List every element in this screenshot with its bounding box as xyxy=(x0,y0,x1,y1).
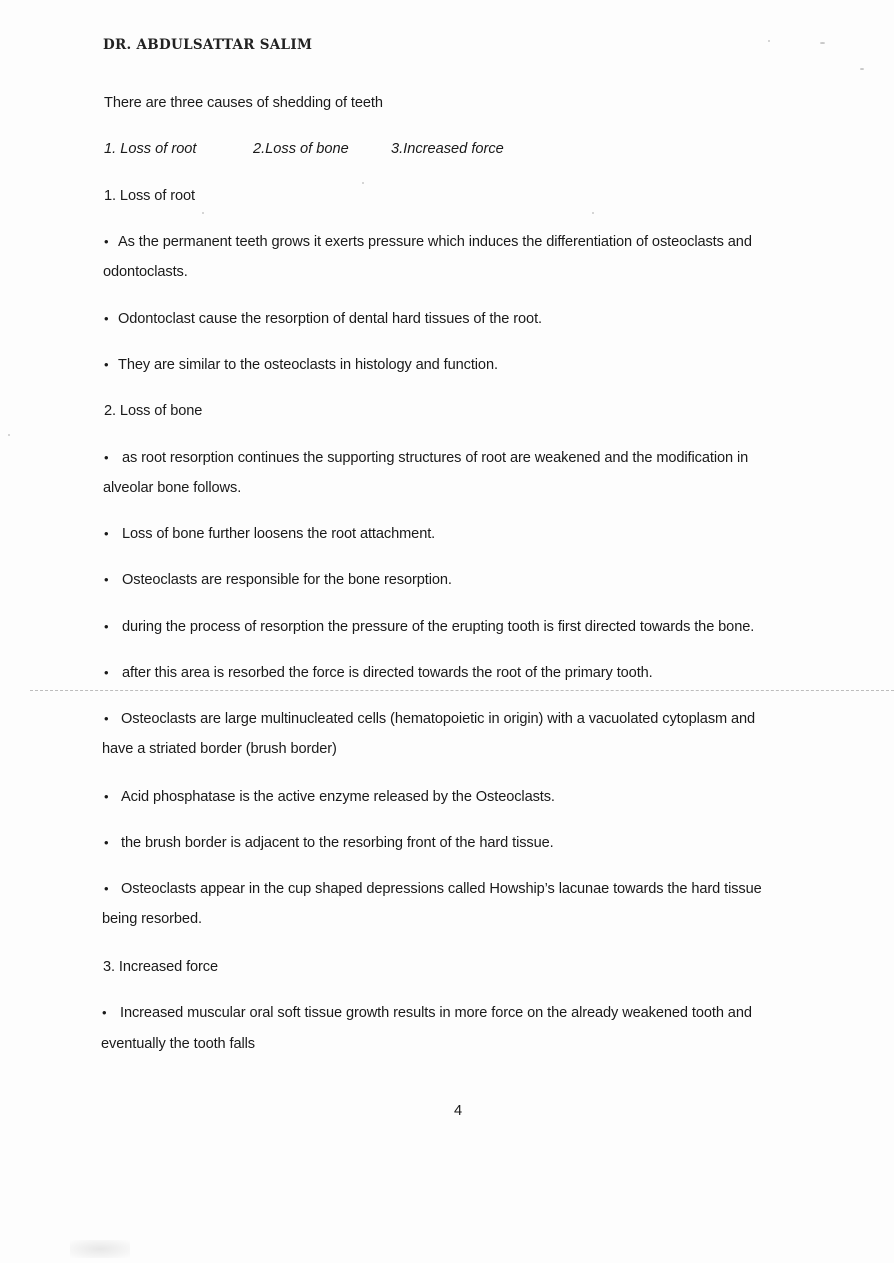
paragraph-line: as root resorption continues the supporting structures of root are weakened and the modification in xyxy=(122,450,749,466)
bullet-icon: • xyxy=(104,311,109,326)
bullet-icon: • xyxy=(104,357,109,372)
paragraph-line: alveolar bone follows. xyxy=(103,480,242,496)
bullet-icon: • xyxy=(102,1005,107,1020)
paragraph-line: being resorbed. xyxy=(102,911,202,927)
section-heading-loss-of-bone: 2. Loss of bone xyxy=(104,403,203,419)
bullet-icon: • xyxy=(104,711,109,726)
bullet-paragraph xyxy=(104,356,498,374)
scan-speck xyxy=(8,434,10,436)
paragraph-line: eventually the tooth falls xyxy=(101,1036,255,1052)
bullet-icon: • xyxy=(104,789,109,804)
scan-speck xyxy=(768,40,770,42)
bullet-paragraph xyxy=(104,571,452,589)
cause-item-increased-force: 3.Increased force xyxy=(391,141,504,157)
bullet-paragraph xyxy=(104,880,762,898)
bullet-paragraph xyxy=(104,449,748,467)
paragraph-line: Loss of bone further loosens the root attachment. xyxy=(122,526,436,542)
paragraph-line: odontoclasts. xyxy=(103,264,188,280)
bullet-paragraph xyxy=(104,664,653,682)
bullet-paragraph xyxy=(104,233,752,251)
paragraph-line: Acid phosphatase is the active enzyme released by the Osteoclasts. xyxy=(121,789,555,805)
paragraph-line: after this area is resorbed the force is directed towards the root of the primary tooth. xyxy=(122,665,653,681)
paragraph-line: Increased muscular oral soft tissue growth results in more force on the already weakened tooth and xyxy=(120,1005,752,1021)
paragraph-line: Osteoclasts appear in the cup shaped depressions called Howship’s lacunae towards the hard tissue xyxy=(121,881,762,897)
author-header: DR. ABDULSATTAR SALIM xyxy=(103,37,313,53)
bullet-icon: • xyxy=(104,619,109,634)
bullet-paragraph xyxy=(104,310,542,328)
scan-speck xyxy=(202,212,204,214)
bullet-icon: • xyxy=(104,881,109,896)
cause-item-loss-of-bone: 2.Loss of bone xyxy=(253,141,349,157)
cause-item-loss-of-root: 1. Loss of root xyxy=(104,141,197,157)
scan-smudge xyxy=(70,1240,130,1258)
bullet-icon: • xyxy=(104,835,109,850)
bullet-paragraph xyxy=(104,525,435,543)
paragraph-line: the brush border is adjacent to the resorbing front of the hard tissue. xyxy=(121,835,554,851)
paragraph-line: As the permanent teeth grows it exerts pressure which induces the differentiation of osteoclasts and xyxy=(118,234,752,250)
paragraph-line: Osteoclasts are responsible for the bone resorption. xyxy=(122,572,452,588)
paragraph-line: They are similar to the osteoclasts in histology and function. xyxy=(118,357,498,373)
bullet-paragraph xyxy=(104,788,555,806)
paragraph-line: during the process of resorption the pressure of the erupting tooth is first directed towards the bone. xyxy=(122,619,755,635)
paragraph-line: have a striated border (brush border) xyxy=(102,741,337,757)
bullet-icon: • xyxy=(104,665,109,680)
bullet-icon: • xyxy=(104,526,109,541)
scan-speck xyxy=(362,182,364,184)
page-number: 4 xyxy=(454,1103,463,1119)
intro-sentence: There are three causes of shedding of teeth xyxy=(104,95,383,111)
scan-fold-line xyxy=(30,690,894,691)
bullet-paragraph xyxy=(104,834,554,852)
bullet-paragraph xyxy=(104,710,755,728)
bullet-icon: • xyxy=(104,572,109,587)
bullet-paragraph xyxy=(104,618,754,636)
scan-speck xyxy=(820,42,825,44)
bullet-paragraph xyxy=(102,1004,752,1022)
paragraph-line: Osteoclasts are large multinucleated cells (hematopoietic in origin) with a vacuolated cytoplasm and xyxy=(121,711,756,727)
bullet-icon: • xyxy=(104,234,109,249)
section-heading-loss-of-root: 1. Loss of root xyxy=(104,188,195,204)
scan-speck xyxy=(592,212,594,214)
bullet-icon: • xyxy=(104,450,109,465)
section-heading-increased-force: 3. Increased force xyxy=(103,959,219,975)
paragraph-line: Odontoclast cause the resorption of dental hard tissues of the root. xyxy=(118,311,542,327)
scan-speck xyxy=(860,68,864,70)
